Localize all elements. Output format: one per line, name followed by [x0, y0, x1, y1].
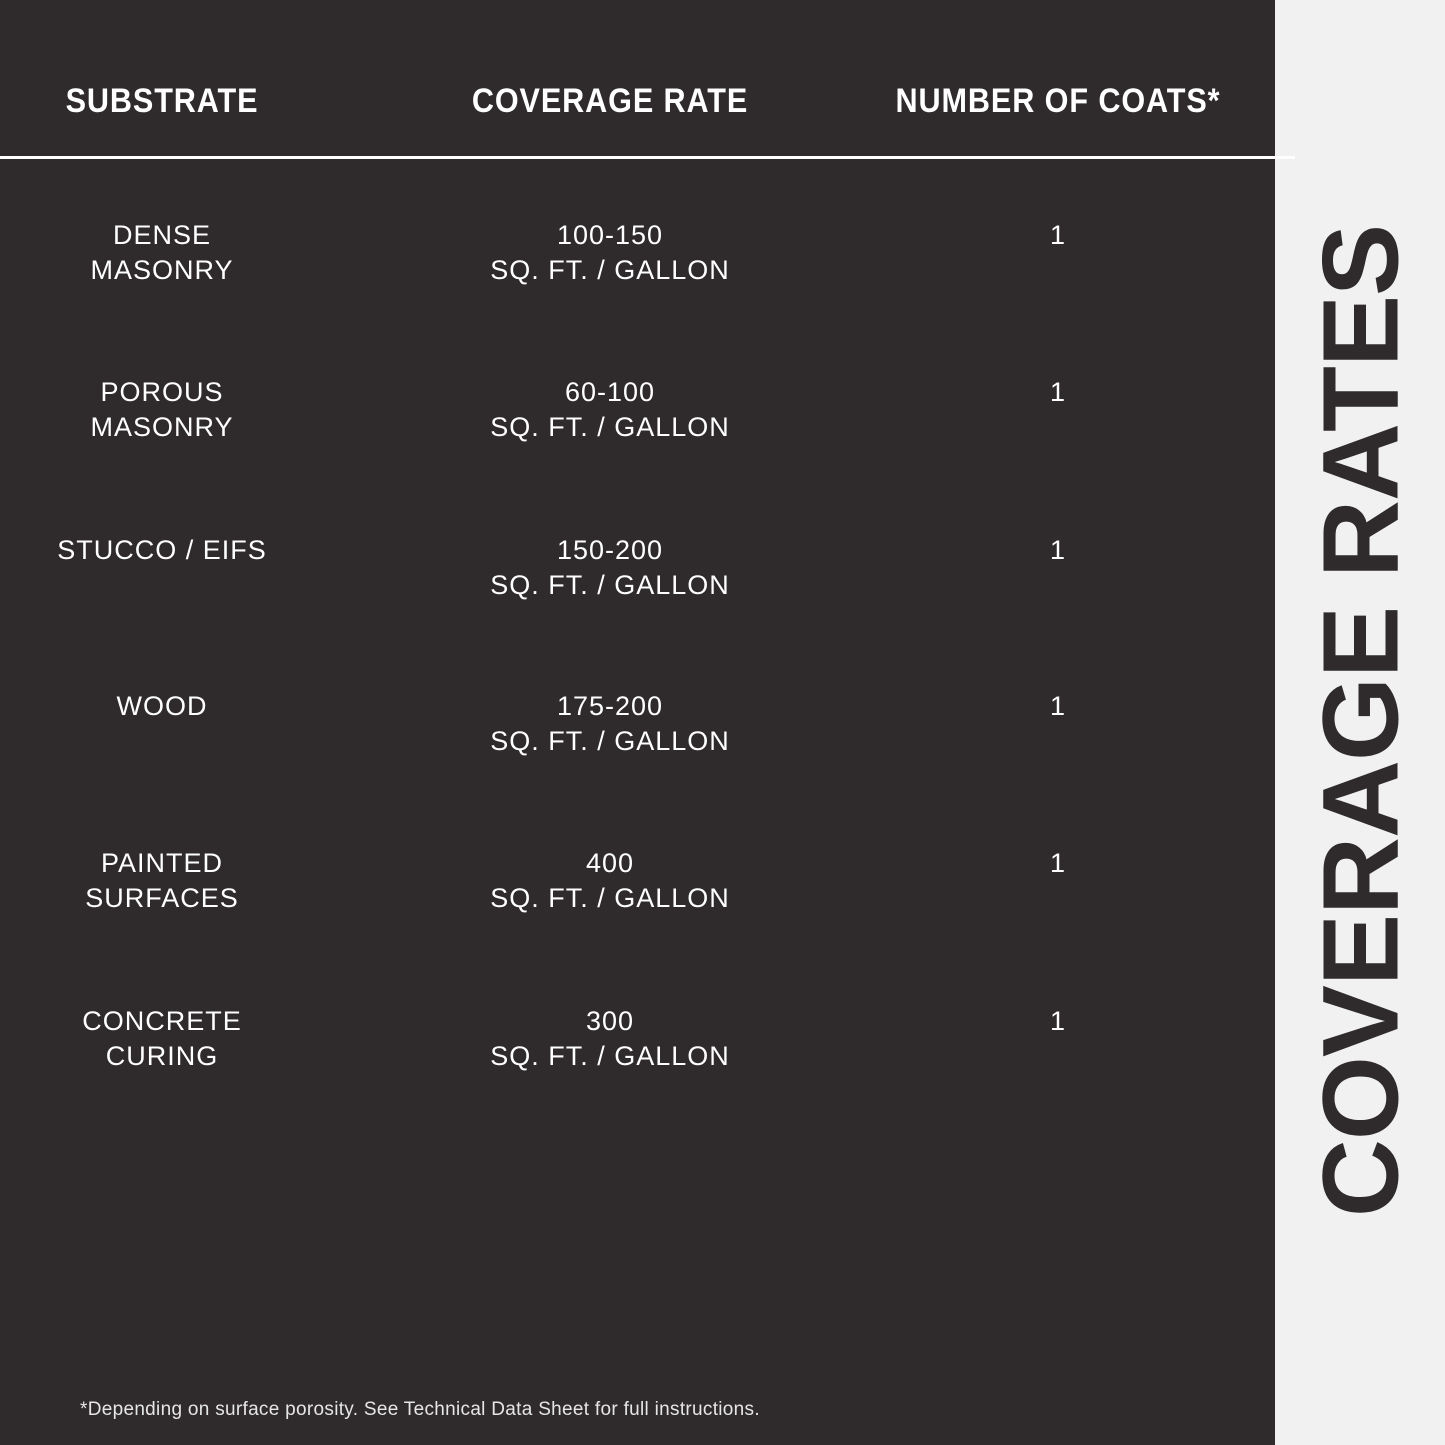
- table-row-substrate: WOOD: [116, 691, 208, 721]
- table-row-coats: 1: [1049, 691, 1067, 721]
- side-title: COVERAGE RATES: [1299, 224, 1421, 1218]
- table-row-rate: 175-200 SQ. FT. / GALLON: [490, 691, 730, 756]
- table-row-coats: 1: [1049, 220, 1067, 250]
- table-row-coats: 1: [1049, 1006, 1067, 1036]
- table-row-substrate: CONCRETE CURING: [82, 1006, 242, 1071]
- table-row-substrate: DENSE MASONRY: [90, 220, 234, 285]
- table-row-rate: 150-200 SQ. FT. / GALLON: [490, 535, 730, 600]
- table-row-substrate: POROUS MASONRY: [90, 377, 234, 442]
- header-divider: [0, 156, 1295, 159]
- header-coverage-rate: COVERAGE RATE: [471, 82, 749, 120]
- table-row-coats: 1: [1049, 848, 1067, 878]
- table-row-coats: 1: [1049, 535, 1067, 565]
- table-row-rate: 60-100 SQ. FT. / GALLON: [490, 377, 730, 442]
- header-substrate: SUBSTRATE: [65, 82, 259, 120]
- table-row-substrate: STUCCO / EIFS: [57, 535, 267, 565]
- header-number-of-coats: NUMBER OF COATS*: [895, 82, 1221, 120]
- table-row-rate: 400 SQ. FT. / GALLON: [490, 848, 730, 913]
- footnote: *Depending on surface porosity. See Technical Data Sheet for full instructions.: [80, 1399, 760, 1420]
- table-row-substrate: PAINTED SURFACES: [85, 848, 239, 913]
- table-row-coats: 1: [1049, 377, 1067, 407]
- table-row-rate: 100-150 SQ. FT. / GALLON: [490, 220, 730, 285]
- table-row-rate: 300 SQ. FT. / GALLON: [490, 1006, 730, 1071]
